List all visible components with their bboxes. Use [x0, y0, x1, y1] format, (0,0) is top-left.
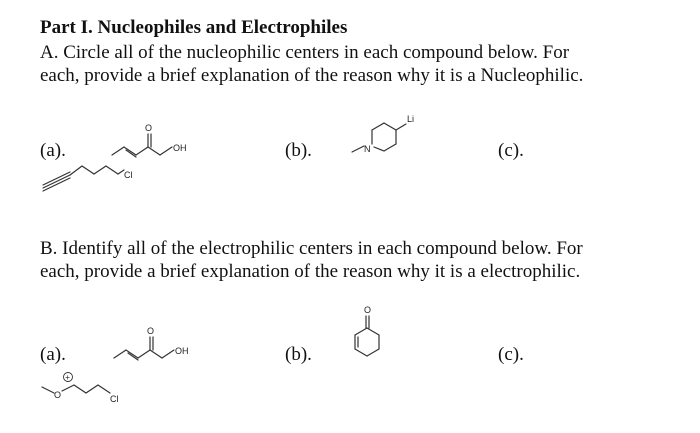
oxygen-atom-label: O	[147, 326, 155, 336]
bond	[374, 147, 384, 151]
bond	[62, 385, 74, 391]
section-a-instruction-line-1: A. Circle all of the nucleophilic centers in each compound below. For	[40, 42, 570, 63]
bond	[352, 146, 364, 152]
oxygen-atom-label: O	[364, 305, 372, 315]
molecule-a-a-structure	[40, 118, 200, 194]
bond	[86, 385, 98, 393]
molecule-a-b-structure	[350, 110, 440, 160]
bond	[112, 147, 124, 155]
bond	[396, 124, 406, 130]
bond	[114, 350, 126, 358]
molecule-b-b-structure	[345, 302, 390, 370]
bond	[148, 147, 160, 155]
molecule-b-a1-structure	[112, 325, 202, 365]
bond	[70, 166, 82, 175]
hydroxyl-group-label: OH	[175, 346, 189, 356]
bond	[126, 350, 138, 358]
bond	[74, 385, 86, 393]
section-b-label-b: (b).	[285, 344, 312, 365]
bond	[43, 172, 70, 185]
oxygen-atom-label: O	[54, 390, 62, 400]
bond	[355, 349, 367, 356]
bond	[355, 328, 367, 335]
bond	[138, 350, 150, 358]
bond	[162, 350, 174, 358]
section-a-instruction-line-2: each, provide a brief explanation of the reason why it is a Nucleophilic.	[40, 65, 584, 86]
bond	[150, 350, 162, 358]
bond	[367, 328, 379, 335]
hydroxyl-group-label: OH	[173, 143, 187, 153]
bond	[367, 349, 379, 356]
section-b-instruction-line-1: B. Identify all of the electrophilic centers in each compound below. For	[40, 238, 583, 259]
section-a-label-c: (c).	[498, 140, 524, 161]
section-b-label-a: (a).	[40, 344, 66, 365]
bond	[106, 166, 118, 174]
bond	[384, 123, 396, 130]
bond	[94, 166, 106, 174]
molecule-b-a2-structure	[40, 365, 135, 410]
bond	[160, 147, 172, 155]
bond	[124, 147, 136, 155]
bond	[98, 385, 110, 393]
section-b-label-c: (c).	[498, 344, 524, 365]
positive-charge-sign: +	[65, 373, 70, 382]
chlorine-atom-label: Cl	[124, 170, 133, 180]
bond	[136, 147, 148, 155]
section-a-label-a: (a).	[40, 140, 66, 161]
section-b-instruction-line-2: each, provide a brief explanation of the reason why it is a electrophilic.	[40, 261, 581, 282]
section-a-label-b: (b).	[285, 140, 312, 161]
oxygen-atom-label: O	[145, 123, 153, 133]
part-title: Part I. Nucleophiles and Electrophiles	[40, 17, 348, 38]
bond	[372, 123, 384, 130]
bond	[43, 175, 70, 188]
bond	[384, 144, 396, 151]
lithium-atom-label: Li	[407, 114, 415, 124]
nitrogen-atom-label: N	[364, 144, 371, 154]
bond	[42, 387, 54, 393]
bond	[43, 178, 70, 191]
chlorine-atom-label: Cl	[110, 394, 119, 404]
bond	[82, 166, 94, 174]
